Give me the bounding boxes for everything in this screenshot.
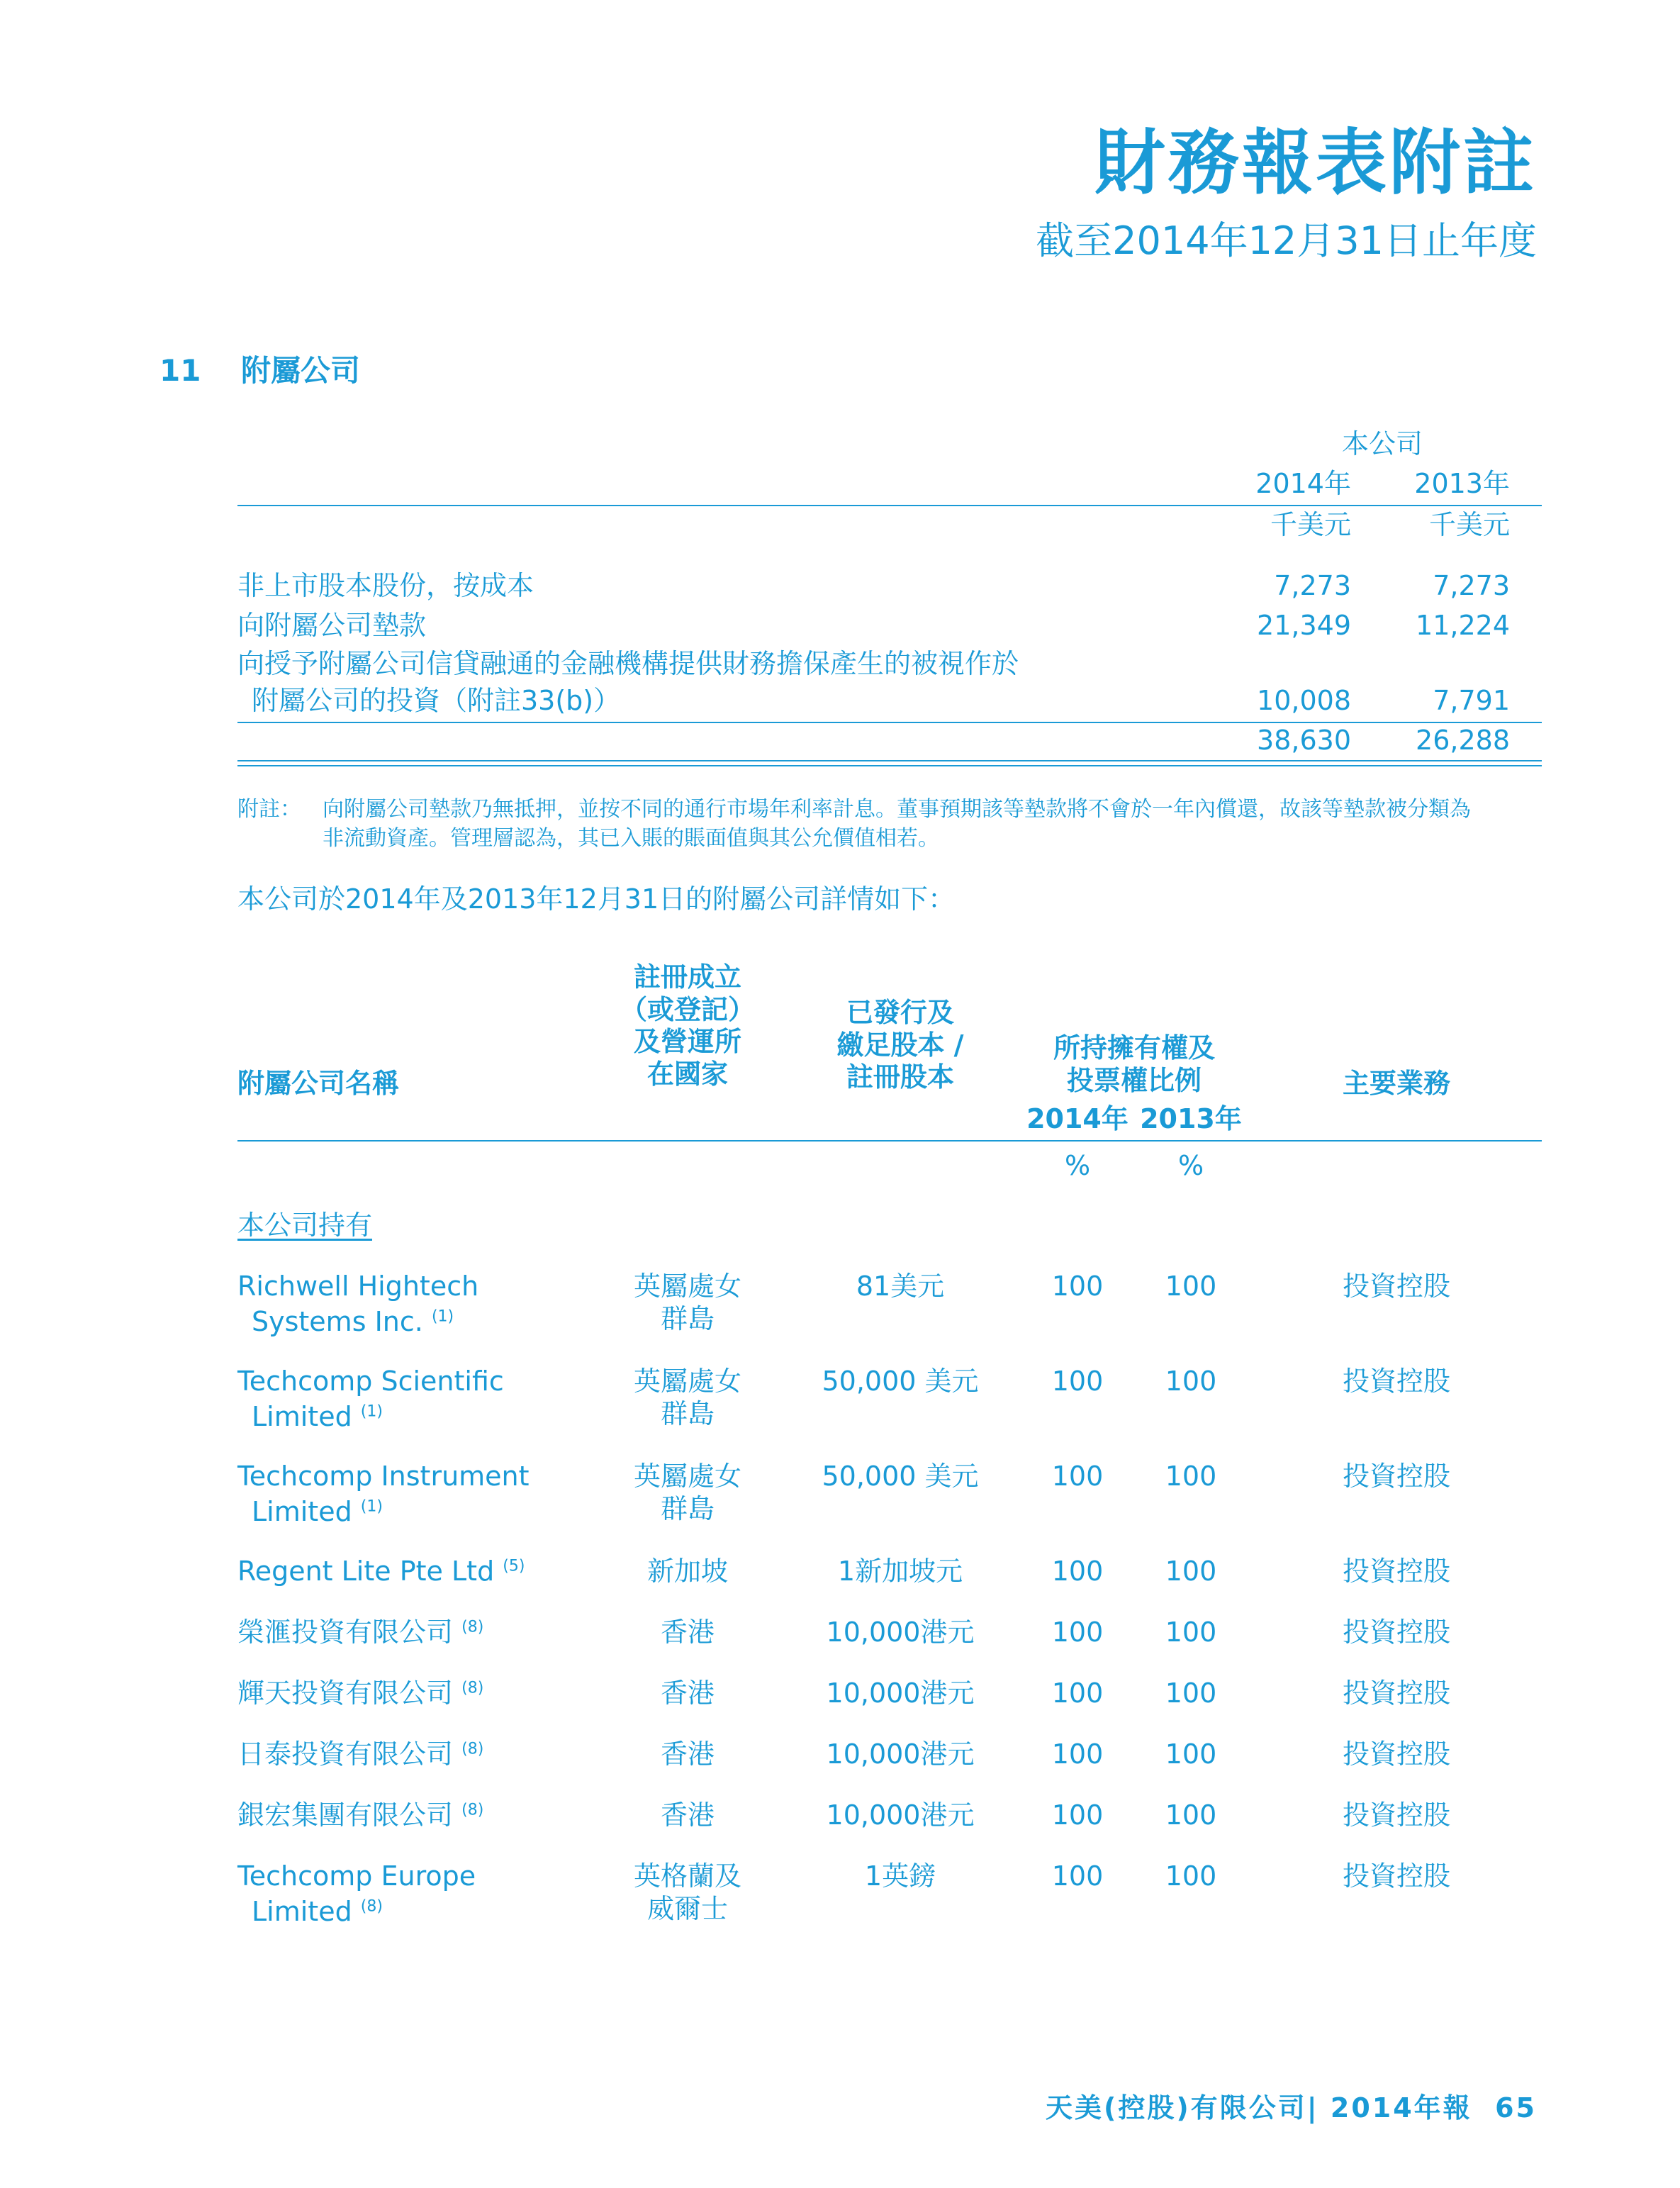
summary-total-rule-2	[237, 765, 1542, 766]
summary-row-2013: 7,273	[1433, 570, 1510, 601]
share-capital: 1新加坡元	[837, 1556, 963, 1587]
place-of-incorporation	[588, 1366, 787, 1430]
place-of-incorporation	[588, 1860, 787, 1925]
col-header-capital	[794, 997, 1007, 1094]
subsidiary-name: Richwell Hightech	[237, 1271, 479, 1302]
summary-year-2013: 2013年	[1414, 468, 1510, 499]
section-title: 附屬公司	[241, 353, 361, 388]
share-capital: 10,000港元	[826, 1617, 975, 1648]
footnote-ref: (8)	[461, 1801, 484, 1819]
interest-2014: 100	[1051, 1799, 1104, 1831]
principal-activity: 投資控股	[1342, 1271, 1450, 1302]
principal-activity: 投資控股	[1342, 1556, 1450, 1587]
col-header-business: 主要業務	[1342, 1068, 1450, 1099]
place-of-incorporation: 香港	[660, 1678, 715, 1709]
interest-2013: 100	[1165, 1799, 1217, 1831]
place-of-incorporation: 香港	[660, 1617, 715, 1648]
footer-publication: 天美(控股)有限公司| 2014年報	[1046, 2092, 1472, 2123]
interest-2013: 100	[1165, 1738, 1217, 1770]
footnote-ref: (1)	[360, 1497, 383, 1516]
subsidiary-name-text: 榮滙投資有限公司	[237, 1617, 454, 1648]
subsidiary-name-text: Regent Lite Pte Ltd	[237, 1556, 495, 1587]
principal-activity: 投資控股	[1342, 1799, 1450, 1831]
subsidiary-name-text: 輝天投資有限公司	[237, 1678, 454, 1709]
summary-header-rule	[237, 505, 1542, 506]
col-header-year-2013: 2013年	[1140, 1103, 1242, 1134]
place-line: 英格蘭及	[633, 1860, 741, 1892]
col-header-interest	[1021, 1032, 1248, 1097]
interest-2013: 100	[1165, 1461, 1217, 1492]
place-line: 英屬處女	[633, 1461, 741, 1492]
footnote-ref: (8)	[461, 1740, 484, 1758]
subsidiary-name-cont	[252, 1401, 383, 1434]
summary-row-label-cont: 附屬公司的投資（附註33(b)）	[252, 685, 621, 716]
footnote-ref: (8)	[461, 1679, 484, 1697]
summary-row-label: 非上市股本股份，按成本	[237, 570, 534, 601]
principal-activity: 投資控股	[1342, 1678, 1450, 1709]
group-heading: 本公司持有	[237, 1210, 373, 1241]
interest-2014: 100	[1051, 1738, 1104, 1770]
place-of-incorporation: 香港	[660, 1799, 715, 1831]
subsidiary-name	[237, 1738, 483, 1771]
col-header-place-line: 在國家	[646, 1058, 728, 1090]
page-number: 65	[1495, 2092, 1537, 2123]
share-capital: 50,000 美元	[822, 1366, 979, 1397]
place-line: 英屬處女	[633, 1271, 741, 1302]
subsidiary-name	[237, 1556, 525, 1588]
page-footer	[1046, 2086, 1537, 2125]
summary-unit-2013: 千美元	[1428, 509, 1510, 540]
col-header-place-line: 及營運所	[633, 1026, 741, 1058]
subsidiary-name: Techcomp Scientific	[237, 1366, 504, 1397]
interest-2014: 100	[1051, 1366, 1104, 1397]
subsidiary-name-cont	[252, 1306, 454, 1339]
subsidiary-name	[237, 1617, 483, 1649]
share-capital: 10,000港元	[826, 1799, 975, 1831]
col-header-year-2014: 2014年	[1026, 1103, 1129, 1134]
summary-row-label: 向附屬公司墊款	[237, 610, 427, 641]
summary-group-label: 本公司	[1341, 428, 1423, 459]
place-of-incorporation	[588, 1271, 787, 1335]
place-line: 群島	[660, 1397, 715, 1429]
footnote-ref: (1)	[360, 1402, 383, 1421]
subsidiary-name-text: Limited	[252, 1496, 352, 1527]
summary-row-2013: 11,224	[1416, 610, 1510, 641]
summary-row-2014: 10,008	[1257, 685, 1351, 716]
summary-unit-2014: 千美元	[1270, 509, 1351, 540]
subsidiary-name-text: Limited	[252, 1896, 352, 1927]
summary-total-2013: 26,288	[1416, 725, 1510, 756]
col-header-pct-2013: %	[1177, 1150, 1204, 1181]
subsidiary-name-text: Systems Inc.	[252, 1306, 423, 1337]
place-of-incorporation	[588, 1461, 787, 1525]
footnote-ref: (5)	[503, 1557, 525, 1575]
share-capital: 50,000 美元	[822, 1461, 979, 1492]
share-capital: 1英鎊	[864, 1860, 936, 1892]
summary-total-rule-1	[237, 760, 1542, 761]
footnote-ref: (8)	[461, 1618, 484, 1636]
interest-2013: 100	[1165, 1271, 1217, 1302]
subsidiary-name	[237, 1799, 483, 1832]
summary-subtotal-rule	[237, 722, 1542, 723]
subsidiary-name: Techcomp Instrument	[237, 1461, 530, 1492]
principal-activity: 投資控股	[1342, 1366, 1450, 1397]
col-header-place-line: （或登記）	[620, 993, 755, 1025]
principal-activity: 投資控股	[1342, 1738, 1450, 1770]
place-line: 群島	[660, 1492, 715, 1524]
interest-2014: 100	[1051, 1860, 1104, 1892]
section-heading	[159, 347, 360, 390]
note-text	[323, 796, 1542, 853]
col-header-interest-line: 投票權比例	[1066, 1064, 1202, 1096]
place-of-incorporation: 新加坡	[646, 1556, 728, 1587]
details-header-rule	[237, 1140, 1542, 1142]
interest-2014: 100	[1051, 1617, 1104, 1648]
interest-2013: 100	[1165, 1617, 1217, 1648]
place-line: 威爾士	[646, 1892, 728, 1924]
interest-2014: 100	[1051, 1461, 1104, 1492]
col-header-name: 附屬公司名稱	[237, 1068, 400, 1099]
place-line: 群島	[660, 1302, 715, 1334]
summary-row-2013: 7,791	[1433, 685, 1510, 716]
subsidiary-name-cont	[252, 1896, 383, 1929]
interest-2013: 100	[1165, 1366, 1217, 1397]
interest-2014: 100	[1051, 1556, 1104, 1587]
page-title: 財務報表附註	[1094, 121, 1537, 204]
note-line: 向附屬公司墊款乃無抵押，並按不同的通行市場年利率計息。董事預期該等墊款將不會於一年內償還，故該等墊款被分類為	[323, 797, 1471, 822]
interest-2014: 100	[1051, 1678, 1104, 1709]
col-header-pct-2014: %	[1064, 1150, 1091, 1181]
note-line: 非流動資產。管理層認為，其已入賬的賬面值與其公允價值相若。	[323, 825, 939, 851]
share-capital: 81美元	[856, 1271, 945, 1302]
col-header-capital-line: 已發行及	[846, 997, 954, 1028]
place-line: 英屬處女	[633, 1366, 741, 1397]
interest-2013: 100	[1165, 1678, 1217, 1709]
summary-row-2014: 7,273	[1274, 570, 1351, 601]
share-capital: 10,000港元	[826, 1678, 975, 1709]
interest-2013: 100	[1165, 1860, 1217, 1892]
page-subtitle: 截至2014年12月31日止年度	[1036, 218, 1537, 263]
principal-activity: 投資控股	[1342, 1860, 1450, 1892]
details-intro: 本公司於2014年及2013年12月31日的附屬公司詳情如下：	[237, 883, 956, 915]
interest-2013: 100	[1165, 1556, 1217, 1587]
section-number: 11	[159, 353, 201, 388]
subsidiary-name	[237, 1678, 483, 1710]
share-capital: 10,000港元	[826, 1738, 975, 1770]
subsidiary-name-text: Limited	[252, 1401, 352, 1432]
summary-row-label: 向授予附屬公司信貸融通的金融機構提供財務擔保產生的被視作於	[237, 648, 1019, 679]
subsidiary-name-text: 銀宏集團有限公司	[237, 1799, 454, 1831]
summary-total-2014: 38,630	[1257, 725, 1351, 756]
subsidiary-name: Techcomp Europe	[237, 1860, 476, 1892]
note-label: 附註：	[237, 797, 301, 822]
interest-2014: 100	[1051, 1271, 1104, 1302]
summary-row-2014: 21,349	[1257, 610, 1351, 641]
col-header-capital-line: 繳足股本 /	[836, 1029, 964, 1061]
col-header-place-line: 註冊成立	[633, 961, 741, 993]
principal-activity: 投資控股	[1342, 1617, 1450, 1648]
col-header-place	[588, 961, 787, 1090]
subsidiary-name-text: 日泰投資有限公司	[237, 1738, 454, 1770]
summary-year-2014: 2014年	[1255, 468, 1351, 499]
place-of-incorporation: 香港	[660, 1738, 715, 1770]
footnote-ref: (1)	[431, 1307, 454, 1326]
principal-activity: 投資控股	[1342, 1461, 1450, 1492]
col-header-capital-line: 註冊股本	[846, 1061, 954, 1093]
footnote-ref: (8)	[360, 1897, 383, 1916]
col-header-interest-line: 所持擁有權及	[1053, 1032, 1215, 1064]
subsidiary-name-cont	[252, 1496, 383, 1529]
